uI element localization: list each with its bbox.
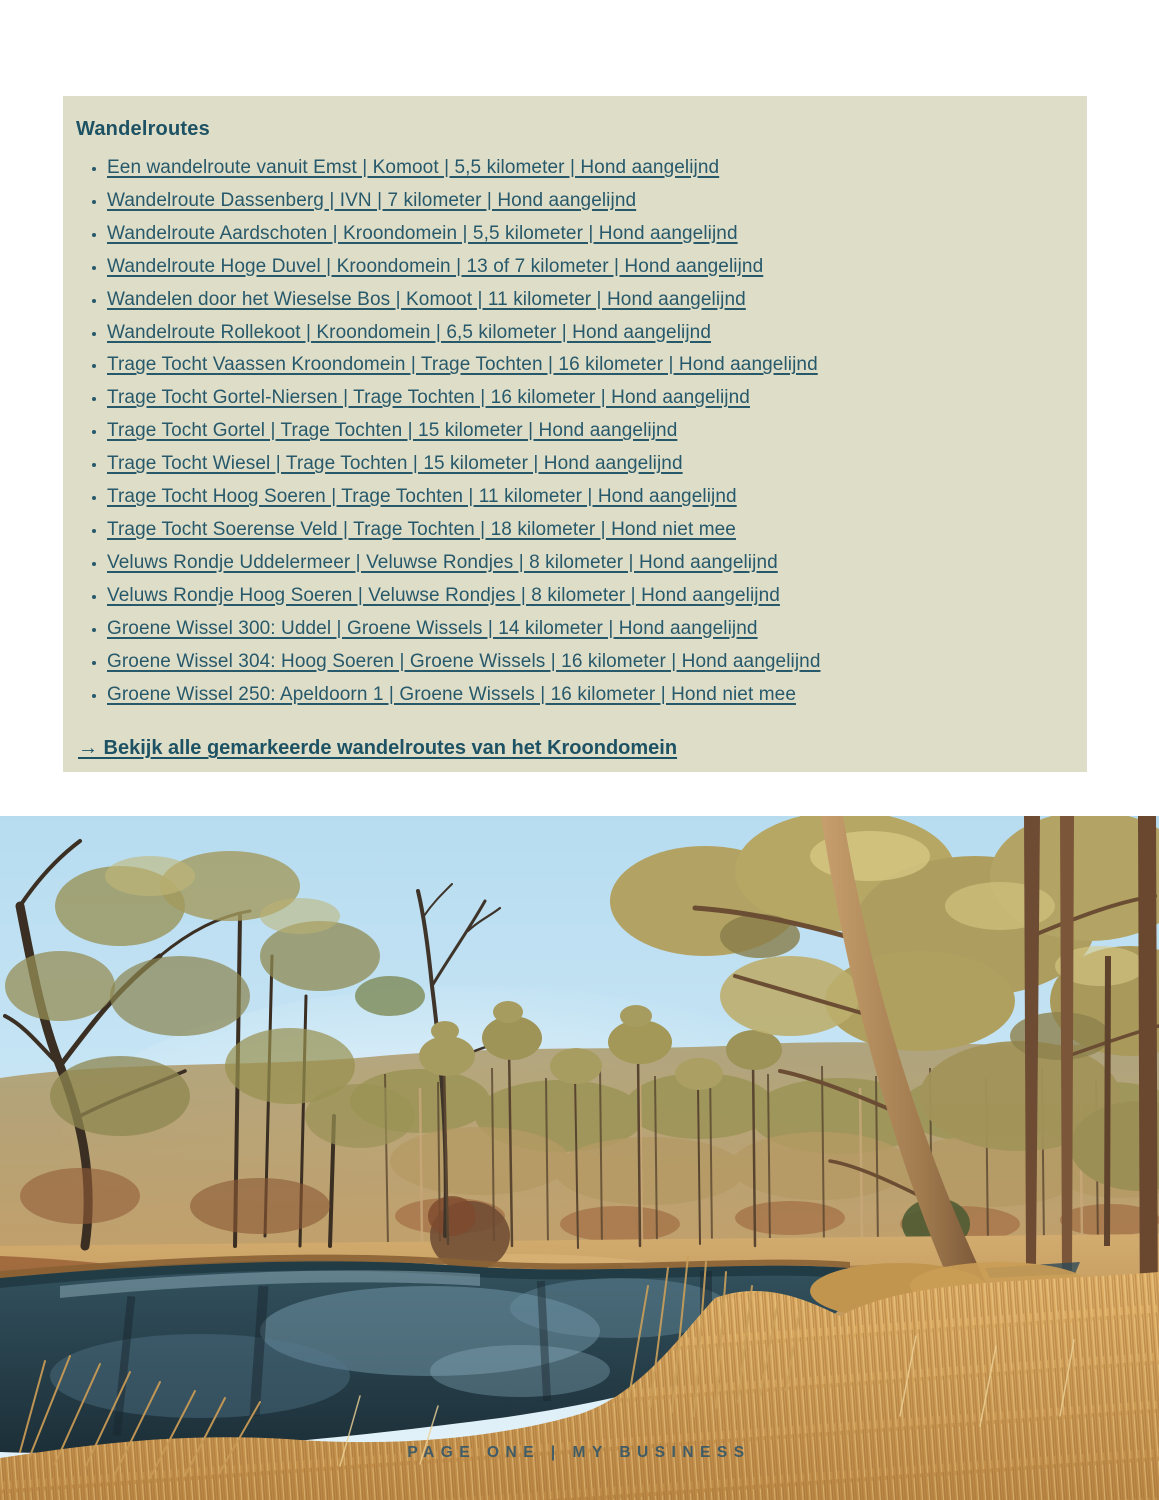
route-list-item xyxy=(107,514,1051,547)
route-link[interactable]: Wandelroute Hoge Duvel | Kroondomein | 13 of 7 kilometer | Hond aangelijnd xyxy=(107,255,764,277)
route-list-item xyxy=(107,481,1051,514)
route-link[interactable]: Wandelroute Dassenberg | IVN | 7 kilometer | Hond aangelijnd xyxy=(107,189,637,211)
route-link[interactable]: Trage Tocht Gortel | Trage Tochten | 15 kilometer | Hond aangelijnd xyxy=(107,420,678,442)
watermark-text: PAGE ONE | MY BUSINESS xyxy=(407,1444,751,1461)
route-list-item xyxy=(107,349,1051,382)
route-list-item xyxy=(107,152,1051,185)
view-all-routes xyxy=(78,736,1051,760)
panel-title: Wandelroutes xyxy=(76,118,210,140)
route-list-item xyxy=(107,646,1051,679)
route-list-item xyxy=(107,284,1051,317)
route-link[interactable]: Trage Tocht Gortel-Niersen | Trage Tochten | 16 kilometer | Hond aangelijnd xyxy=(107,387,750,409)
route-list-item xyxy=(107,613,1051,646)
route-list-item xyxy=(107,251,1051,284)
route-list-item xyxy=(107,679,1051,712)
forest-photo xyxy=(0,816,1159,1500)
route-link[interactable]: Wandelroute Rollekoot | Kroondomein | 6,5 kilometer | Hond aangelijnd xyxy=(107,321,712,343)
route-link[interactable]: Trage Tocht Wiesel | Trage Tochten | 15 kilometer | Hond aangelijnd xyxy=(107,453,683,475)
route-link[interactable]: Groene Wissel 250: Apeldoorn 1 | Groene Wissels | 16 kilometer | Hond niet mee xyxy=(107,683,796,705)
route-link[interactable]: Een wandelroute vanuit Emst | Komoot | 5,5 kilometer | Hond aangelijnd xyxy=(107,157,720,178)
route-list-item xyxy=(107,415,1051,448)
route-link[interactable]: Veluws Rondje Uddelermeer | Veluwse Rondjes | 8 kilometer | Hond aangelijnd xyxy=(107,551,778,573)
route-link[interactable]: Wandelroute Aardschoten | Kroondomein | 5,5 kilometer | Hond aangelijnd xyxy=(107,222,738,244)
view-all-routes-link[interactable]: → Bekijk alle gemarkeerde wandelroutes van het Kroondomein xyxy=(78,737,678,760)
route-link[interactable]: Wandelen door het Wieselse Bos | Komoot | 11 kilometer | Hond aangelijnd xyxy=(107,288,746,310)
route-list-item xyxy=(107,547,1051,580)
wandelroutes-panel xyxy=(63,96,1087,772)
route-list-item xyxy=(107,448,1051,481)
route-link[interactable]: Groene Wissel 300: Uddel | Groene Wissels | 14 kilometer | Hond aangelijnd xyxy=(107,617,758,639)
route-link[interactable]: Groene Wissel 304: Hoog Soeren | Groene Wissels | 16 kilometer | Hond aangelijnd xyxy=(107,650,821,672)
route-list xyxy=(76,152,1051,711)
route-list-item xyxy=(107,185,1051,218)
forest-photo-illustration xyxy=(0,816,1159,1500)
route-link[interactable]: Veluws Rondje Hoog Soeren | Veluwse Rondjes | 8 kilometer | Hond aangelijnd xyxy=(107,584,780,606)
route-list-item xyxy=(107,218,1051,251)
route-list-item xyxy=(107,382,1051,415)
route-link[interactable]: Trage Tocht Soerense Veld | Trage Tochten | 18 kilometer | Hond niet mee xyxy=(107,518,736,540)
route-link[interactable]: Trage Tocht Hoog Soeren | Trage Tochten | 11 kilometer | Hond aangelijnd xyxy=(107,486,737,508)
route-list-item xyxy=(107,580,1051,613)
route-list-item xyxy=(107,317,1051,350)
route-link[interactable]: Trage Tocht Vaassen Kroondomein | Trage Tochten | 16 kilometer | Hond aangelijnd xyxy=(107,354,818,376)
